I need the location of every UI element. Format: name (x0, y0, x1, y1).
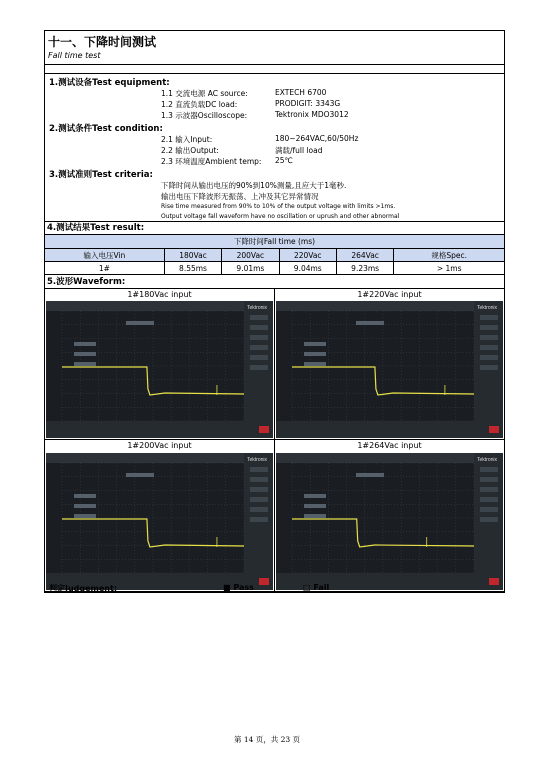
side-button (480, 497, 498, 502)
scope-brand: Tektronix (247, 305, 268, 311)
cell-sample: 1# (45, 262, 164, 275)
section-title-en: Fall time test (48, 51, 101, 60)
side-button (480, 345, 498, 350)
scope-brand: Tektronix (477, 305, 498, 311)
criteria-line-2: 输出电压下降波形无振荡、上冲及其它异常情况 (161, 192, 319, 201)
side-button (480, 365, 498, 370)
result-heading: 4.测试结果Test result: (47, 223, 145, 233)
judgement-label: 判定Judgement: (49, 584, 118, 593)
test-sheet (44, 30, 505, 593)
measure-box (74, 514, 96, 518)
section-title-row (45, 31, 504, 65)
condition-value-1: 180~264VAC,60/50Hz (275, 134, 359, 143)
equipment-value-1: EXTECH 6700 (275, 88, 327, 97)
side-button (480, 315, 498, 320)
measure-box (356, 321, 384, 325)
caption-200vac: 1#200Vac input (127, 441, 192, 450)
side-button (250, 355, 268, 360)
side-button (480, 467, 498, 472)
header-220vac: 220Vac (279, 249, 336, 262)
measure-box (74, 504, 96, 508)
cell-180vac: 8.55ms (164, 262, 221, 275)
measure-box (126, 321, 154, 325)
header-200vac: 200Vac (222, 249, 279, 262)
scope-top-bar (46, 301, 273, 311)
side-button (250, 345, 268, 350)
measure-box (74, 362, 96, 366)
pass-checkbox[interactable]: ■ Pass (223, 583, 254, 592)
side-button (250, 487, 268, 492)
criteria-line-1: 下降时间从输出电压的90%到10%测量,且应大于1毫秒. (161, 181, 347, 190)
side-button (480, 355, 498, 360)
pass-label: Pass (233, 583, 254, 592)
scope-top-bar (276, 301, 503, 311)
side-button (480, 477, 498, 482)
scope-bottom-panel (46, 421, 273, 438)
measure-box (304, 362, 326, 366)
result-table-title: 下降时间Fall time (ms) (45, 235, 504, 249)
scope-screen-180vac (46, 301, 273, 438)
criteria-heading: 3.测试准则Test criteria: (49, 170, 153, 180)
side-button (480, 487, 498, 492)
equipment-label-3: 1.3 示波器Oscilloscope: (161, 111, 248, 120)
side-button (250, 315, 268, 320)
fail-label: Fail (313, 583, 330, 592)
stop-button (259, 426, 269, 433)
waveform-heading: 5.波形Waveform: (47, 277, 126, 287)
scope-screen-220vac (276, 301, 503, 438)
section-title-cn: 十一、下降时间测试 (48, 35, 157, 49)
side-button (250, 507, 268, 512)
measure-box (304, 504, 326, 508)
grid-divider-v (274, 289, 275, 591)
side-button (250, 497, 268, 502)
fail-checkbox[interactable]: □ Fail (303, 583, 330, 592)
scope-brand: Tektronix (247, 457, 268, 463)
condition-value-2: 满载/full load (275, 146, 323, 155)
spacer-row (45, 65, 504, 74)
measure-box (304, 342, 326, 346)
side-button (480, 335, 498, 340)
scope-screen-264vac (276, 453, 503, 590)
side-button (250, 325, 268, 330)
measure-box (304, 514, 326, 518)
condition-label-3: 2.3 环境温度Ambient temp: (161, 157, 262, 166)
measure-box (74, 352, 96, 356)
result-heading-row (45, 222, 504, 235)
measure-box (356, 473, 384, 477)
equipment-label-1: 1.1 交流电源 AC source: (161, 89, 248, 98)
equipment-heading: 1.测试设备Test equipment: (49, 78, 170, 88)
side-button (480, 325, 498, 330)
header-spec: 规格Spec. (394, 249, 504, 262)
caption-180vac: 1#180Vac input (127, 290, 192, 299)
result-table-block (45, 235, 504, 275)
side-button (250, 477, 268, 482)
stop-button (489, 426, 499, 433)
equipment-condition-criteria-block (45, 74, 504, 222)
scope-brand: Tektronix (477, 457, 498, 463)
result-table (45, 249, 504, 274)
stop-button (259, 578, 269, 585)
measure-box (304, 352, 326, 356)
header-180vac: 180Vac (164, 249, 221, 262)
condition-value-3: 25℃ (275, 156, 293, 165)
grid-divider-h (45, 439, 504, 440)
side-button (250, 467, 268, 472)
scope-screen-200vac (46, 453, 273, 590)
side-button (480, 507, 498, 512)
header-input-voltage: 输入电压Vin (45, 249, 164, 262)
criteria-line-4: Output voltage fall waveform have no oscillation or uprush and other abnormal (161, 213, 400, 220)
header-264vac: 264Vac (336, 249, 393, 262)
condition-heading: 2.测试条件Test condition: (49, 124, 163, 134)
side-button (250, 365, 268, 370)
side-button (480, 517, 498, 522)
condition-label-2: 2.2 输出Output: (161, 146, 219, 155)
waveform-heading-row (45, 275, 504, 289)
equipment-label-2: 1.2 直流负载DC load: (161, 100, 238, 109)
measure-box (74, 342, 96, 346)
equipment-value-3: Tektronix MDO3012 (275, 110, 349, 119)
cell-200vac: 9.01ms (222, 262, 279, 275)
measure-box (126, 473, 154, 477)
table-row (45, 262, 504, 275)
result-table-header (45, 249, 504, 262)
scope-bottom-panel (276, 421, 503, 438)
stop-button (489, 578, 499, 585)
caption-220vac: 1#220Vac input (357, 290, 422, 299)
side-button (250, 335, 268, 340)
waveform-grid (45, 289, 504, 592)
page-footer: 第 14 页，共 23 页 (233, 735, 301, 744)
cell-264vac: 9.23ms (336, 262, 393, 275)
equipment-value-2: PRODIGIT: 3343G (275, 99, 341, 108)
scope-top-bar (276, 453, 503, 463)
side-button (250, 517, 268, 522)
cell-spec: > 1ms (436, 263, 462, 273)
measure-box (304, 494, 326, 498)
caption-264vac: 1#264Vac input (357, 441, 422, 450)
condition-label-1: 2.1 输入Input: (161, 135, 213, 144)
criteria-line-3: Rise time measured from 90% to 10% of the output voltage with limits >1ms. (161, 203, 396, 210)
scope-top-bar (46, 453, 273, 463)
cell-220vac: 9.04ms (279, 262, 336, 275)
measure-box (74, 494, 96, 498)
